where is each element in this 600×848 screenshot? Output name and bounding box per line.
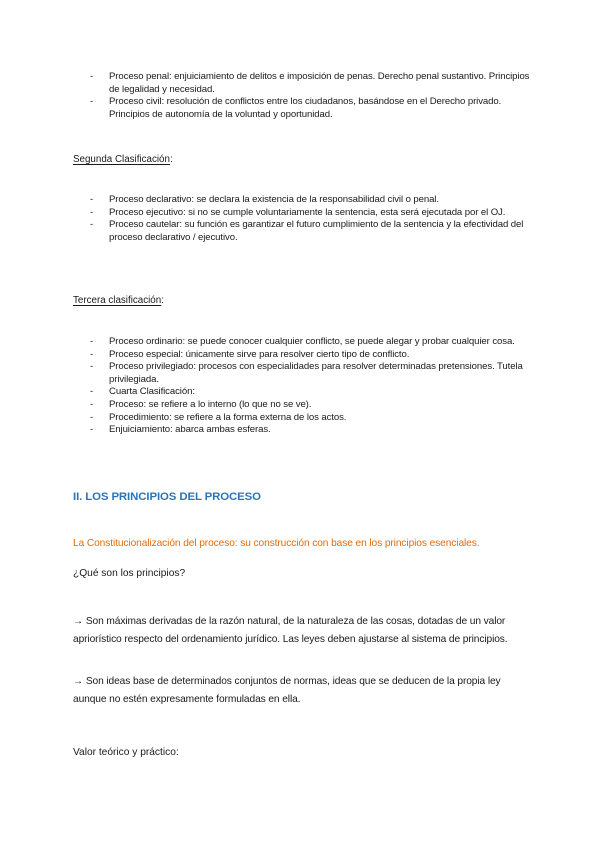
paragraph-principios-1: → Son máximas derivadas de la razón natural, de la naturaleza de las cosas, dotadas de un valor apriorístico respecto del ordenamiento jurídico. Las leyes deben ajustarse al sistema de principios. (73, 616, 508, 645)
list-item: - Proceso: se refiere a lo interno (lo que no se ve). (0, 399, 600, 412)
heading-segunda-clasificacion (73, 153, 173, 166)
section-subtitle: La Constitucionalización del proceso: su construcción con base en los principios esenciales. (73, 538, 480, 549)
section-title: II. LOS PRINCIPIOS DEL PROCESO (73, 491, 261, 503)
valor-heading: Valor teórico y práctico: (73, 747, 179, 758)
list-item: - Proceso cautelar: su función es garantizar el futuro cumplimiento de la sentencia y la efectividad del proceso declarativo / ejecutivo. (0, 219, 600, 244)
heading-tercera-clasificacion (73, 294, 164, 307)
list-segunda-clasificacion (0, 194, 600, 244)
list-item: - Proceso privilegiado: procesos con especialidades para resolver determinadas pretensiones. Tutela privilegiada. (0, 361, 600, 386)
list-item: - Proceso civil: resolución de conflictos entre los ciudadanos, basándose en el Derecho privado. Principios de autonomía de la voluntad y oportunidad. (0, 96, 600, 121)
list-item: - Proceso ordinario: se puede conocer cualquier conflicto, se puede alegar y probar cualquier cosa. (0, 336, 600, 349)
question-heading: ¿Qué son los principios? (73, 568, 186, 579)
list-procesos-penal-civil (0, 71, 600, 121)
list-item: - Proceso penal: enjuiciamiento de delitos e imposición de penas. Derecho penal sustantivo. Principios de legalidad y necesidad. (0, 71, 600, 96)
heading-colon: : (161, 295, 164, 306)
heading-text: Tercera clasificación (73, 295, 162, 306)
list-item: - Procedimiento: se refiere a la forma externa de los actos. (0, 412, 600, 425)
list-item: - Proceso declarativo: se declara la existencia de la responsabilidad civil o penal. (0, 194, 600, 207)
list-item: - Proceso especial: únicamente sirve para resolver cierto tipo de conflicto. (0, 349, 600, 362)
list-item: - Enjuiciamiento: abarca ambas esferas. (0, 424, 600, 437)
list-item: - Proceso ejecutivo: si no se cumple voluntariamente la sentencia, esta será ejecutada por el OJ. (0, 207, 600, 220)
heading-text: Segunda Clasificación (73, 154, 170, 165)
heading-colon: : (169, 154, 173, 165)
paragraph-principios-2: → Son ideas base de determinados conjuntos de normas, ideas que se deducen de la propia ley aunque no estén expresamente formuladas en ella. (73, 676, 501, 705)
list-item: - Cuarta Clasificación: (0, 386, 600, 399)
list-tercera-clasificacion (0, 336, 600, 437)
